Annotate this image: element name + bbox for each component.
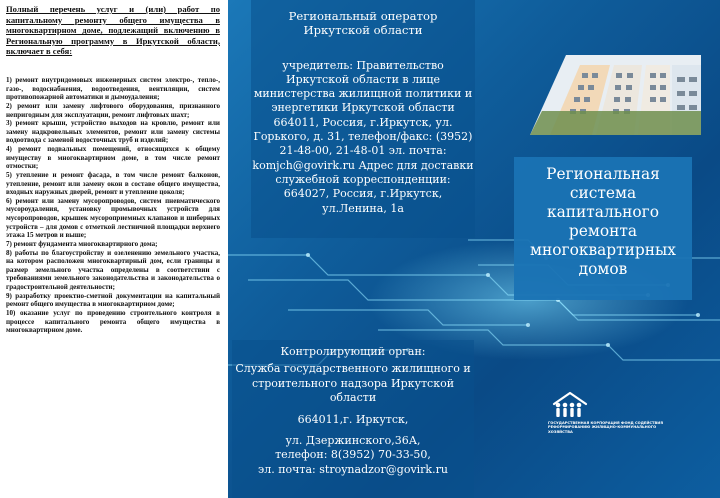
building-photo [530, 55, 701, 135]
works-item: 2) ремонт или замену лифтового оборудования, признанного непригодным для эксплуатации, ремонт лифтовых шахт; [6, 101, 220, 119]
fund-logo [548, 390, 698, 450]
works-item: 8) работы по благоустройству и озеленению земельного участка, на котором расположен многоквартирный дом, если границы и размер земельного участка определены в соответствии с требованиями земельного законодательства и законодательства о градостроительной деятельности; [6, 248, 220, 291]
brochure-title: Региональная система капитального ремонта многоквартирных домов [530, 165, 676, 278]
works-list [6, 76, 220, 335]
blue-panel [228, 0, 720, 498]
control-postcode: 664011,г. Иркутск, [297, 412, 409, 426]
control-email: эл. почта: stroynadzor@govirk.ru [258, 462, 448, 476]
brochure-title-box [514, 157, 692, 300]
works-item: 7) ремонт фундамента многоквартирного дома; [6, 239, 158, 248]
control-name: Служба государственного жилищного и строительного надзора Иркутской области [235, 362, 471, 405]
operator-title-line: Иркутской области [303, 23, 423, 38]
control-street: ул. Дзержинского,36А, [285, 434, 421, 448]
operator-title-line: Региональный оператор [288, 9, 438, 23]
operator-contacts: учредитель: Правительство Иркутской области в лице министерства жилищной политики и энергетики Иркутской области 664011, Россия, г.Иркутск, ул. Горького, д. 31, телефон/факс: (3952) 21-48-00, 21-48-01 эл. почта: komjch@govirk.ru Адрес для доставки служебной корреспонденции: 664027, Россия, г.Иркутск, ул.Ленина, 1а [252, 58, 474, 215]
works-item: 6) ремонт или замену мусоропроводов, систем пневматического мусороудаления, установку промывочных устройств для мусоропроводов, крышек мусороприемных клапанов и шиберных устройств – для домов с отметкой лестничной площадки верхнего этажа 15 метров и выше; [6, 196, 220, 240]
fund-logo-text: ГОСУДАРСТВЕННАЯ КОРПОРАЦИЯ ФОНД СОДЕЙСТВИЯ РЕФОРМИРОВАНИЮ ЖИЛИЩНО-КОММУНАЛЬНОГО ХОЗЯЙСТВА [548, 421, 663, 434]
works-item: 9) разработку проектно-сметной документации на капитальный ремонт общего имущества в многоквартирном доме; [6, 291, 220, 309]
control-phone: телефон: 8(3952) 70-33-50, [275, 448, 431, 462]
control-label: Контролирующий орган: [280, 345, 426, 358]
left-column [0, 0, 228, 498]
works-item: 3) ремонт крыши, устройство выходов на кровлю, ремонт или замену надкровельных элементов, ремонт или замену системы водоотвода с заменой водосточных труб и изделий; [6, 119, 220, 145]
control-details [232, 345, 474, 477]
works-heading: Полный перечень услуг и (или) работ по капитальному ремонту общего имущества в многоквартирном доме, подлежащий включению в Региональную программу в Иркутской области, включает в себя: [6, 4, 220, 57]
works-item: 10) оказание услуг по проведению строительного контроля в процессе капитального ремонта общего имущества в многоквартирном доме. [6, 308, 220, 335]
works-item: 4) ремонт подвальных помещений, относящихся к общему имуществу в многоквартирном доме, в том числе ремонт отмостки; [6, 145, 220, 171]
works-item: 5) утепление и ремонт фасада, в том числе ремонт балконов, утепление, ремонт или замену окон в составе общего имущества, входных наружных дверей, ремонт и утепление цоколя; [6, 170, 220, 197]
works-item: 1) ремонт внутридомовых инженерных систем электро-, тепло-, газо-, водоснабжения, водоотведения, вентиляции, систем противопожарной автоматики и дымоудаления; [6, 76, 220, 102]
operator-box [251, 0, 475, 238]
control-box [232, 340, 474, 498]
house-people-icon [548, 390, 592, 420]
operator-title [251, 9, 475, 38]
